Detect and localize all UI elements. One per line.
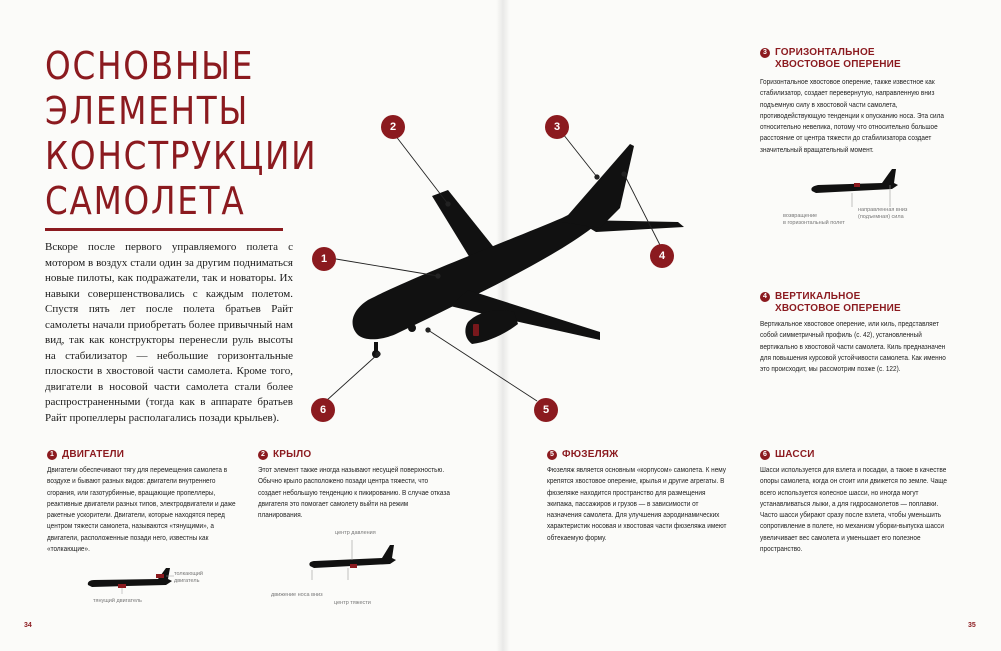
leader-dot-1 (436, 274, 440, 278)
title-line: САМОЛЕТА (45, 179, 246, 223)
section-5-heading (547, 449, 618, 461)
section-1-badge: 1 (47, 450, 57, 460)
section-2-title: КРЫЛО (273, 449, 312, 460)
center-of-gravity-label: центр тяжести (334, 600, 371, 606)
callout-1: 1 (312, 247, 336, 271)
section-3-badge: 3 (760, 48, 770, 58)
section-6-title: ШАССИ (775, 449, 815, 460)
section-2-heading (258, 449, 311, 461)
engine-types-diagram (84, 565, 184, 595)
pusher-engine-label: толкающий двигатель (174, 571, 203, 584)
section-5-badge: 5 (547, 450, 557, 460)
leader-line-6 (326, 354, 378, 401)
stabilizer-force-diagram (804, 163, 904, 213)
leader-line-4 (624, 174, 661, 247)
section-3-title: ГОРИЗОНТАЛЬНОЕ ХВОСТОВОЕ ОПЕРЕНИЕ (775, 47, 901, 70)
section-4-heading (760, 291, 901, 315)
mini-plane-silhouette (811, 169, 898, 193)
title-line: КОНСТРУКЦИИ (45, 134, 318, 178)
nose-down-label: движение носа вниз (271, 592, 323, 598)
section-3-body: Горизонтальное хвостовое оперение, также известное как стабилизатор, создает перевернутую, направленную вниз подъемную силу в хвостовой части самолета, противодействующую тенденции к опусканию носа. Эта сила относительно невелика, потому что относительно большое расстояние от центра тяжести до стабилизатора создает значительный вращательный момент. (760, 79, 944, 154)
mini-engine-mark (854, 183, 860, 187)
center-of-pressure-label: центр давления (335, 530, 376, 536)
page-number-left: 34 (24, 622, 32, 629)
leader-dot-6 (376, 352, 380, 356)
leader-dot-5 (426, 328, 430, 332)
section-5-title: ФЮЗЕЛЯЖ (562, 449, 619, 460)
puller-engine-label: тянущий двигатель (93, 598, 142, 604)
callout-6: 6 (311, 398, 335, 422)
section-2-badge: 2 (258, 450, 268, 460)
leader-line-2 (395, 135, 448, 204)
section-6-badge: 6 (760, 450, 770, 460)
section-6-heading (760, 449, 815, 461)
callout-4: 4 (650, 244, 674, 268)
section-4-title: ВЕРТИКАЛЬНОЕ ХВОСТОВОЕ ОПЕРЕНИЕ (775, 291, 901, 314)
section-1-body: Двигатели обеспечивают тягу для перемещения самолета в воздухе и бывают разных видов: двигатели внутреннего сгорания, или газотурбинные, вращающие пропеллеры, реактивные двигатели разных типов, электродвигатели и даже ракетные ускорители. Двигатели, которые находятся перед центром тяжести самолета, называются «тянущими», а двигатели, расположенные позади него, известны как «толкающие». (47, 467, 236, 554)
intro-paragraph: Вскоре после первого управляемого полета с мотором в воздух стали один за другим подниматься новые пилоты, как подражатели, так и новаторы. Их навыки совершенствовались с каждым полетом. Спустя пять лет после полета братьев Райт самолеты начали приобретать более привычный нам вид, так как конструкторы перенесли руль высоты на стабилизатор — небольшие горизонтальные плоскости в хвостовой части самолета. Кроме того, двигатели в носовой части самолета стали более распространенными (тогда как в аппарате братьев Райт пропеллеры располагались позади крыльев). (45, 241, 293, 424)
pusher-engine-mark (156, 574, 164, 578)
callout-2: 2 (381, 115, 405, 139)
leader-line-1 (336, 259, 438, 276)
section-1-heading (47, 449, 124, 461)
section-5-body: Фюзеляж является основным «корпусом» самолета. К нему крепятся хвостовое оперение, крылья и другие агрегаты. В фюзеляже находится пространство для размещения экипажа, пассажиров и грузов — в зависимости от назначения самолета. Для улучшения аэродинамических характеристик носовая и хвостовая части фюзеляжа имеют обтекаемую форму. (547, 467, 727, 542)
section-1-title: ДВИГАТЕЛИ (62, 449, 125, 460)
section-4-badge: 4 (760, 292, 770, 302)
down-force-label: направленная вниз (подъемная) сила (858, 207, 908, 220)
puller-engine-mark (118, 584, 126, 588)
return-horizontal-label: возвращение в горизонтальный полет (783, 213, 845, 226)
title-line: ОСНОВНЫЕ (45, 44, 255, 88)
section-4-body: Вертикальное хвостовое оперение, или киль, представляет собой симметричный профиль (с. 42), установленный вертикально в хвостовой части самолета. Киль предназначен для повышения курсовой устойчивости самолета. Как именно это происходит, мы рассмотрим позже (с. 122). (760, 321, 946, 374)
leader-dot-2 (446, 202, 450, 206)
leader-line-3 (563, 134, 597, 177)
leader-line-5 (428, 330, 537, 401)
section-3-heading (760, 47, 901, 71)
leader-dot-4 (622, 172, 626, 176)
title-line: ЭЛЕМЕНТЫ (45, 89, 250, 133)
wing-balance-diagram (302, 540, 402, 580)
section-2-body: Этот элемент также иногда называют несущей поверхностью. Обычно крыло расположено позади центра тяжести, что создает небольшую тенденцию к пикированию. В случае отказа двигателя это помогает самолету выйти на режим планирования. (258, 467, 450, 520)
leader-dot-3 (595, 175, 599, 179)
callout-3: 3 (545, 115, 569, 139)
mini-engine-mark (350, 564, 357, 568)
page-number-right: 35 (968, 622, 976, 629)
callout-5: 5 (534, 398, 558, 422)
section-6-body: Шасси используется для взлета и посадки, а также в качестве опоры самолета, когда он стоит или движется по земле. Чаще всего используется колесное шасси, но иногда могут устанавливаться лыжи, а для гидросамолетов — поплавки. Часто шасси убирают сразу после взлета, чтобы уменьшить сопротивление в полете, но механизм уборки-выпуска шасси увеличивает вес самолета и уменьшает его полезное пространство. (760, 467, 948, 554)
